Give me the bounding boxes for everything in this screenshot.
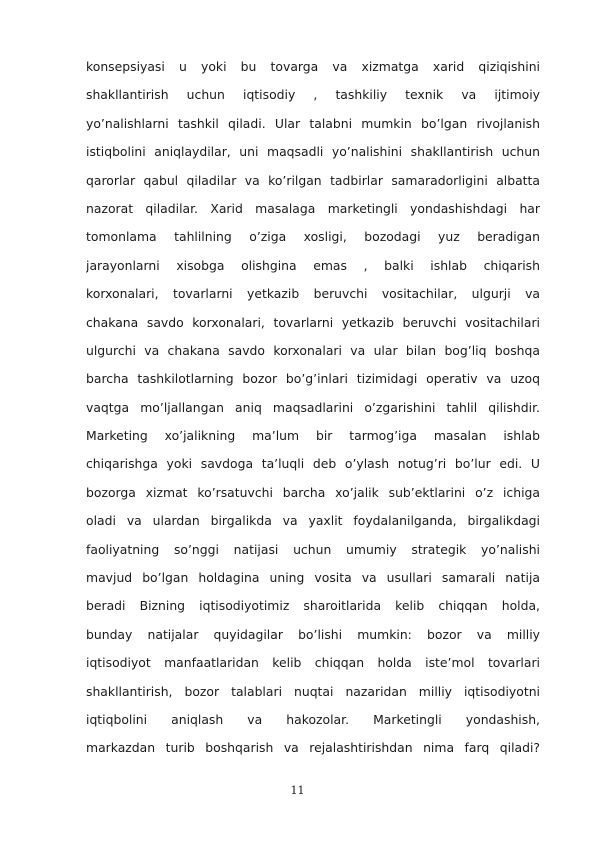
text-line-10: chakana savdo korxonalari, tovarlarni yetkazib beruvchi vositachilari xyxy=(86,314,540,330)
text-line-19: mavjud bo’lgan holdagina uning vosita va usullari samarali natija xyxy=(86,570,540,586)
text-line-25: markazdan turib boshqarish va rejalashtirishdan nima farq qiladi? xyxy=(86,740,540,756)
text-line-9: korxonalari, tovarlarni yetkazib beruvchi vositachilar, ulgurji va xyxy=(86,286,540,302)
text-line-18: faoliyatning so’nggi natijasi uchun umumiy strategik yo’nalishi xyxy=(86,541,540,557)
text-line-24: iqtiqbolini aniqlash va hakozolar. Marketingli yondashish, xyxy=(86,711,540,727)
text-line-1: konsepsiyasi u yoki bu tovarga va xizmatga xarid qiziqishini xyxy=(86,59,540,74)
text-line-17: oladi va ulardan birgalikda va yaxlit foydalanilganda, birgalikdagi xyxy=(86,513,540,529)
page-number: 11 xyxy=(290,784,305,797)
text-line-21: bunday natijalar quyidagilar bo’lishi mumkin: bozor va milliy xyxy=(86,626,540,642)
text-line-11: ulgurchi va chakana savdo korxonalari va ular bilan bog’liq boshqa xyxy=(86,342,540,358)
text-line-20: beradi Bizning iqtisodiyotimiz sharoitlarida kelib chiqqan holda, xyxy=(86,598,540,614)
text-line-4: istiqbolini aniqlaydilar, uni maqsadli yo’nalishini shakllantirish uchun xyxy=(86,144,540,160)
text-line-12: barcha tashkilotlarning bozor bo’g’inlari tizimidagi operativ va uzoq xyxy=(86,371,540,387)
text-line-8: jarayonlarni xisobga olishgina emas , balki ishlab chiqarish xyxy=(86,257,540,273)
text-line-13: vaqtga mo’ljallangan aniq maqsadlarini o’zgarishini tahlil qilishdir. xyxy=(86,399,540,415)
body-text xyxy=(86,53,540,763)
text-line-5: qarorlar qabul qiladilar va ko’rilgan tadbirlar samaradorligini albatta xyxy=(86,172,540,188)
text-line-22: iqtisodiyot manfaatlaridan kelib chiqqan holda iste’mol tovarlari xyxy=(86,655,540,671)
text-line-3: yo’nalishlarni tashkil qiladi. Ular talabni mumkin bo’lgan rivojlanish xyxy=(86,115,540,131)
text-line-15: chiqarishga yoki savdoga ta’luqli deb o’ylash notug’ri bo’lur edi. U xyxy=(86,456,540,472)
text-line-16: bozorga xizmat ko’rsatuvchi barcha xo’jalik sub’ektlarini o’z ichiga xyxy=(86,484,540,500)
text-line-14: Marketing xo’jalikning ma’lum bir tarmog’iga masalan ishlab xyxy=(86,428,540,444)
text-line-7: tomonlama tahlilning o’ziga xosligi, bozodagi yuz beradigan xyxy=(86,229,540,245)
text-line-23: shakllantirish, bozor talablari nuqtai nazaridan milliy iqtisodiyotni xyxy=(86,683,540,699)
text-line-6: nazorat qiladilar. Xarid masalaga marketingli yondashishdagi har xyxy=(86,200,540,216)
text-line-2: shakllantirish uchun iqtisodiy , tashkiliy texnik va ijtimoiy xyxy=(86,87,540,103)
